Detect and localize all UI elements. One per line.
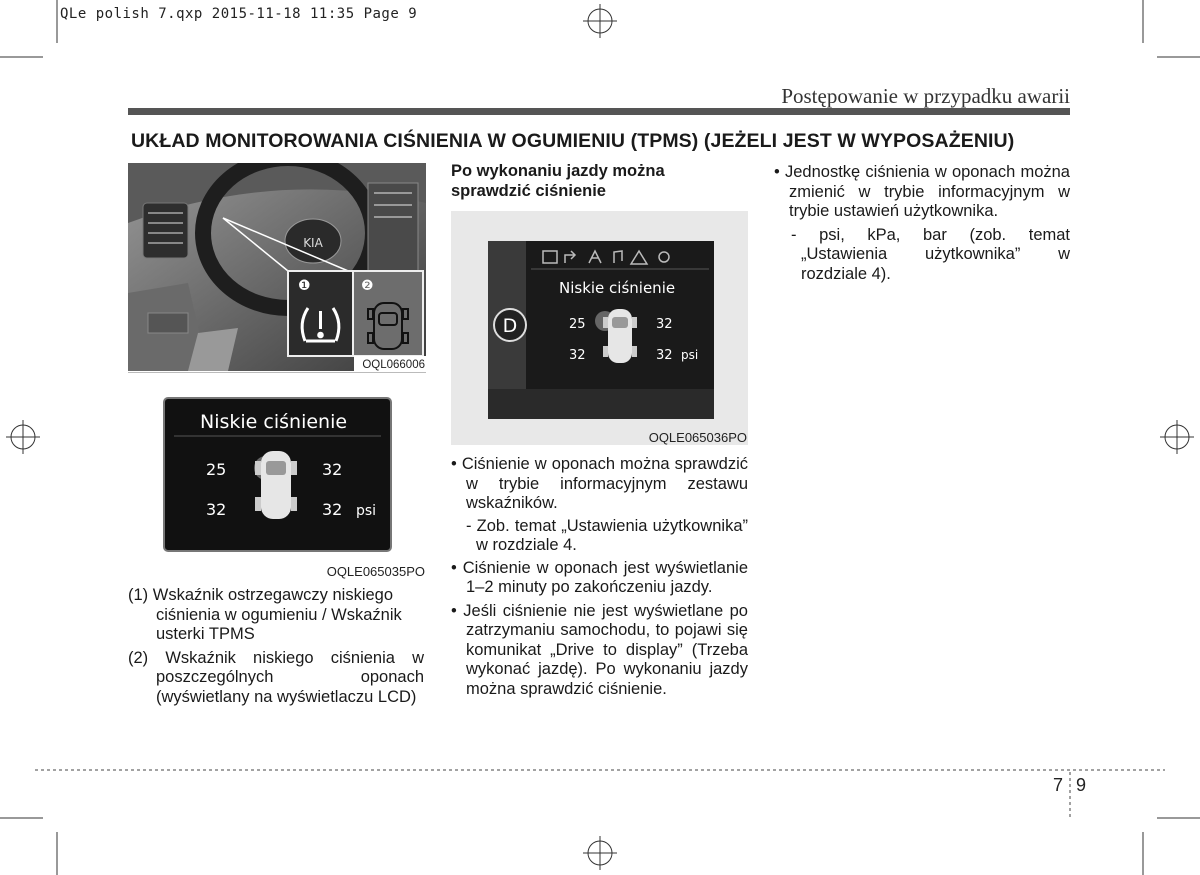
- tire-fr: 32: [322, 460, 343, 479]
- gear-indicator: D: [502, 315, 518, 337]
- figure-cluster-lcd: [451, 211, 748, 445]
- main-title: UKŁAD MONITOROWANIA CIŚNIENIA W OGUMIENIU (TPMS) (JEŻELI JEST W WYPOSAŻENIU): [131, 130, 1015, 152]
- list-item: • Jednostkę ciśnienia w oponach można zmienić w trybie informacyjnym w trybie ustawień użytkownika.: [774, 163, 1070, 220]
- page-number: 9: [1076, 775, 1087, 795]
- tire-fr: 32: [656, 317, 673, 332]
- lcd-title: Niskie ciśnienie: [559, 279, 676, 297]
- pressure-unit: psi: [681, 348, 699, 362]
- figure-dashboard: [128, 163, 426, 371]
- figure-code: OQL066006: [362, 359, 425, 371]
- list-item: • Jeśli ciśnienie nie jest wyświetlane po zatrzymaniu samochodu, to pojawi się komunikat „Drive to display” (Trzeba wykonać jazdę). Po wykonaniu jazdy można sprawdzić ciśnienie.: [451, 601, 748, 698]
- list-item: • Ciśnienie w oponach można sprawdzić w trybie informacyjnym zestawu wskaźników.: [451, 455, 748, 512]
- figure-lcd-low-pressure: [128, 372, 426, 583]
- tire-rl: 32: [206, 500, 227, 519]
- pressure-unit: psi: [356, 503, 377, 519]
- figure-code: OQLE065035PO: [326, 564, 425, 579]
- lcd-title: Niskie ciśnienie: [200, 411, 348, 433]
- badge-1: ❶: [298, 278, 311, 294]
- figure-legend: [128, 586, 424, 707]
- tire-rr: 32: [322, 500, 343, 519]
- chapter-number: 7: [1053, 775, 1064, 795]
- tire-fl: 25: [569, 317, 586, 332]
- legend-item: (1) Wskaźnik ostrzegawczy niskiego ciśnienia w ogumieniu / Wskaźnik usterki TPMS: [128, 586, 402, 643]
- middle-text: [451, 455, 748, 699]
- badge-2: ❷: [361, 278, 374, 294]
- title-rule: [128, 108, 1070, 115]
- subheading: Po wykonaniu jazdy można sprawdzić ciśnienie: [451, 162, 665, 200]
- legend-item: (2) Wskaźnik niskiego ciśnienia w poszczególnych oponach (wyświetlany na wyświetlaczu LCD): [128, 648, 424, 706]
- list-item: • Ciśnienie w oponach jest wyświetlanie 1–2 minuty po zakończeniu jazdy.: [451, 558, 748, 596]
- print-header: QLe polish 7.qxp 2015-11-18 11:35 Page 9: [60, 6, 418, 22]
- tire-rr: 32: [656, 348, 673, 363]
- list-subitem: - psi, kPa, bar (zob. temat „Ustawienia użytkownika” w rozdziale 4).: [791, 225, 1070, 283]
- right-text: [774, 163, 1070, 284]
- figure-code: OQLE065036PO: [648, 430, 747, 445]
- list-subitem: - Zob. temat „Ustawienia użytkownika” w rozdziale 4.: [466, 516, 748, 554]
- tire-fl: 25: [206, 460, 227, 479]
- kia-logo: KIA: [303, 236, 323, 250]
- tire-rl: 32: [569, 348, 586, 363]
- section-title: Postępowanie w przypadku awarii: [781, 84, 1070, 108]
- dashboard-illustration: [128, 163, 426, 371]
